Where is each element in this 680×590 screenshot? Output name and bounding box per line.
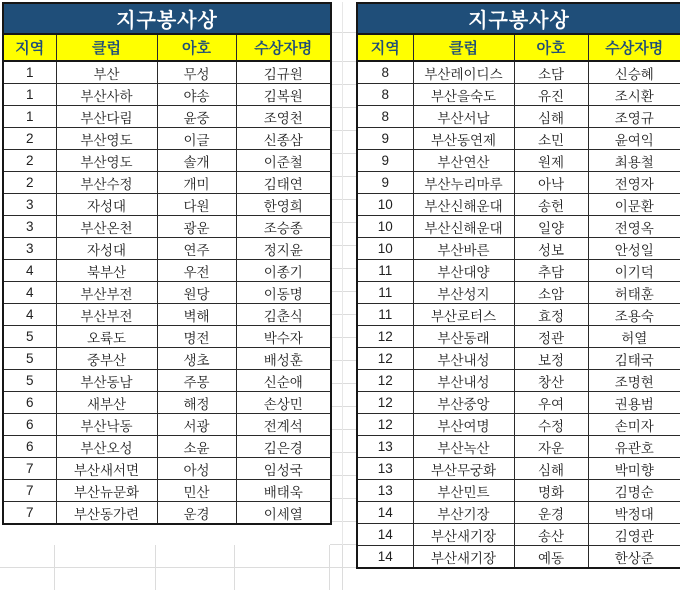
table-row xyxy=(357,238,680,260)
table-row xyxy=(357,260,680,282)
cell-penname[interactable]: 명화 xyxy=(514,480,588,502)
cell-region[interactable]: 2 xyxy=(3,150,56,172)
cell-region[interactable]: 3 xyxy=(3,216,56,238)
cell-winner[interactable]: 신종삼 xyxy=(236,128,331,150)
cell-penname[interactable]: 개미 xyxy=(157,172,236,194)
cell-penname[interactable]: 연주 xyxy=(157,238,236,260)
col-header-winner[interactable]: 수상자명 xyxy=(588,34,680,61)
cell-penname[interactable]: 아성 xyxy=(157,458,236,480)
cell-region[interactable]: 7 xyxy=(3,502,56,525)
table-row xyxy=(357,480,680,502)
col-header-winner[interactable]: 수상자명 xyxy=(236,34,331,61)
cell-winner[interactable]: 전영자 xyxy=(588,172,680,194)
table-row xyxy=(3,216,331,238)
cell-club[interactable]: 부산무궁화 xyxy=(413,458,514,480)
cell-club[interactable]: 부산새서면 xyxy=(56,458,157,480)
cell-penname[interactable]: 소암 xyxy=(514,282,588,304)
table-row xyxy=(3,260,331,282)
cell-winner[interactable]: 권용범 xyxy=(588,392,680,414)
cell-club[interactable]: 부산바른 xyxy=(413,238,514,260)
cell-region[interactable]: 4 xyxy=(3,260,56,282)
cell-penname[interactable]: 심해 xyxy=(514,106,588,128)
cell-club[interactable]: 부산대양 xyxy=(413,260,514,282)
cell-region[interactable]: 8 xyxy=(357,61,413,84)
cell-penname[interactable]: 창산 xyxy=(514,370,588,392)
table-title[interactable]: 지구봉사상 xyxy=(3,3,331,34)
cell-penname[interactable]: 수정 xyxy=(514,414,588,436)
col-header-penname[interactable]: 아호 xyxy=(514,34,588,61)
cell-penname[interactable]: 유진 xyxy=(514,84,588,106)
cell-winner[interactable]: 이동명 xyxy=(236,282,331,304)
cell-winner[interactable]: 박미향 xyxy=(588,458,680,480)
cell-region[interactable]: 9 xyxy=(357,172,413,194)
cell-club[interactable]: 부산내성 xyxy=(413,348,514,370)
table-row xyxy=(3,61,331,84)
cell-winner[interactable]: 조영규 xyxy=(588,106,680,128)
cell-club[interactable]: 부산을숙도 xyxy=(413,84,514,106)
cell-penname[interactable]: 심해 xyxy=(514,458,588,480)
cell-penname[interactable]: 벽해 xyxy=(157,304,236,326)
cell-club[interactable]: 부산수정 xyxy=(56,172,157,194)
cell-region[interactable]: 2 xyxy=(3,172,56,194)
cell-club[interactable]: 부산녹산 xyxy=(413,436,514,458)
cell-penname[interactable]: 소윤 xyxy=(157,436,236,458)
cell-winner[interactable]: 김태연 xyxy=(236,172,331,194)
cell-penname[interactable]: 보정 xyxy=(514,348,588,370)
table-row xyxy=(357,194,680,216)
cell-region[interactable]: 12 xyxy=(357,414,413,436)
cell-region[interactable]: 6 xyxy=(3,436,56,458)
cell-penname[interactable]: 명전 xyxy=(157,326,236,348)
cell-winner[interactable]: 유관호 xyxy=(588,436,680,458)
cell-winner[interactable]: 조용숙 xyxy=(588,304,680,326)
cell-penname[interactable]: 야송 xyxy=(157,84,236,106)
cell-club[interactable]: 부산새기장 xyxy=(413,524,514,546)
cell-region[interactable]: 6 xyxy=(3,414,56,436)
cell-penname[interactable]: 송헌 xyxy=(514,194,588,216)
table-row xyxy=(3,150,331,172)
table-row xyxy=(3,172,331,194)
cell-club[interactable]: 부산동연제 xyxy=(413,128,514,150)
table-row xyxy=(357,84,680,106)
cell-club[interactable]: 부산부전 xyxy=(56,282,157,304)
table-row xyxy=(357,458,680,480)
cell-club[interactable]: 부산오성 xyxy=(56,436,157,458)
cell-region[interactable]: 3 xyxy=(3,238,56,260)
cell-region[interactable]: 8 xyxy=(357,84,413,106)
cell-winner[interactable]: 허태훈 xyxy=(588,282,680,304)
cell-penname[interactable]: 민산 xyxy=(157,480,236,502)
cell-region[interactable]: 7 xyxy=(3,458,56,480)
cell-club[interactable]: 오륙도 xyxy=(56,326,157,348)
cell-region[interactable]: 13 xyxy=(357,458,413,480)
column-header-row xyxy=(3,34,331,61)
cell-penname[interactable]: 무성 xyxy=(157,61,236,84)
cell-region[interactable]: 11 xyxy=(357,304,413,326)
cell-winner[interactable]: 김영관 xyxy=(588,524,680,546)
cell-winner[interactable]: 조승종 xyxy=(236,216,331,238)
table-row xyxy=(3,304,331,326)
cell-region[interactable]: 12 xyxy=(357,326,413,348)
cell-winner[interactable]: 신순애 xyxy=(236,370,331,392)
cell-penname[interactable]: 소담 xyxy=(514,61,588,84)
cell-club[interactable]: 부산부전 xyxy=(56,304,157,326)
cell-winner[interactable]: 이기덕 xyxy=(588,260,680,282)
cell-region[interactable]: 13 xyxy=(357,480,413,502)
cell-penname[interactable]: 운경 xyxy=(514,502,588,524)
cell-region[interactable]: 11 xyxy=(357,282,413,304)
cell-region[interactable]: 14 xyxy=(357,546,413,569)
table-row xyxy=(3,238,331,260)
table-title-row xyxy=(357,3,680,34)
empty-cell-gridlines xyxy=(330,39,356,589)
cell-winner[interactable]: 김춘식 xyxy=(236,304,331,326)
cell-club[interactable]: 부산기장 xyxy=(413,502,514,524)
cell-club[interactable]: 부산동래 xyxy=(413,326,514,348)
table-row xyxy=(3,392,331,414)
cell-penname[interactable]: 운경 xyxy=(157,502,236,525)
table-row xyxy=(3,348,331,370)
cell-region[interactable]: 14 xyxy=(357,524,413,546)
cell-penname[interactable]: 송산 xyxy=(514,524,588,546)
cell-penname[interactable]: 솔개 xyxy=(157,150,236,172)
table-row xyxy=(357,150,680,172)
cell-penname[interactable]: 광운 xyxy=(157,216,236,238)
cell-region[interactable]: 12 xyxy=(357,370,413,392)
table-row xyxy=(357,172,680,194)
cell-penname[interactable]: 원당 xyxy=(157,282,236,304)
cell-club[interactable]: 부산성지 xyxy=(413,282,514,304)
cell-region[interactable]: 13 xyxy=(357,436,413,458)
cell-region[interactable]: 1 xyxy=(3,84,56,106)
cell-winner[interactable]: 박수자 xyxy=(236,326,331,348)
cell-region[interactable]: 10 xyxy=(357,238,413,260)
cell-penname[interactable]: 주몽 xyxy=(157,370,236,392)
cell-region[interactable]: 9 xyxy=(357,150,413,172)
cell-penname[interactable]: 일양 xyxy=(514,216,588,238)
cell-region[interactable]: 2 xyxy=(3,128,56,150)
cell-penname[interactable]: 정관 xyxy=(514,326,588,348)
empty-cell-gridlines xyxy=(342,2,343,590)
cell-club[interactable]: 북부산 xyxy=(56,260,157,282)
cell-region[interactable]: 5 xyxy=(3,370,56,392)
cell-winner[interactable]: 정지윤 xyxy=(236,238,331,260)
cell-club[interactable]: 부산뉴문화 xyxy=(56,480,157,502)
cell-club[interactable]: 부산동남 xyxy=(56,370,157,392)
cell-club[interactable]: 중부산 xyxy=(56,348,157,370)
cell-region[interactable]: 12 xyxy=(357,392,413,414)
cell-region[interactable]: 4 xyxy=(3,304,56,326)
table-row xyxy=(357,370,680,392)
cell-penname[interactable]: 원제 xyxy=(514,150,588,172)
cell-region[interactable]: 8 xyxy=(357,106,413,128)
table-row xyxy=(357,524,680,546)
cell-winner[interactable]: 배성훈 xyxy=(236,348,331,370)
cell-club[interactable]: 부산사하 xyxy=(56,84,157,106)
cell-region[interactable]: 5 xyxy=(3,348,56,370)
cell-winner[interactable]: 윤여익 xyxy=(588,128,680,150)
cell-club[interactable]: 부산다림 xyxy=(56,106,157,128)
cell-winner[interactable]: 임성국 xyxy=(236,458,331,480)
cell-region[interactable]: 11 xyxy=(357,260,413,282)
empty-cell-gridlines xyxy=(0,545,356,590)
col-header-club[interactable]: 클럽 xyxy=(413,34,514,61)
cell-region[interactable]: 10 xyxy=(357,194,413,216)
cell-winner[interactable]: 이세열 xyxy=(236,502,331,525)
cell-penname[interactable]: 해정 xyxy=(157,392,236,414)
table-body-right xyxy=(357,61,680,568)
table-row xyxy=(357,304,680,326)
table-row xyxy=(3,458,331,480)
cell-club[interactable]: 부산중앙 xyxy=(413,392,514,414)
cell-club[interactable]: 부산 xyxy=(56,61,157,84)
cell-winner[interactable]: 전영옥 xyxy=(588,216,680,238)
cell-winner[interactable]: 손상민 xyxy=(236,392,331,414)
cell-club[interactable]: 부산영도 xyxy=(56,150,157,172)
cell-penname[interactable]: 서광 xyxy=(157,414,236,436)
cell-winner[interactable]: 이종기 xyxy=(236,260,331,282)
cell-winner[interactable]: 김명순 xyxy=(588,480,680,502)
table-row xyxy=(357,326,680,348)
cell-club[interactable]: 부산민트 xyxy=(413,480,514,502)
cell-club[interactable]: 부산로터스 xyxy=(413,304,514,326)
table-row xyxy=(3,502,331,525)
table-row xyxy=(3,194,331,216)
table-row xyxy=(357,106,680,128)
cell-winner[interactable]: 손미자 xyxy=(588,414,680,436)
cell-club[interactable]: 부산동가련 xyxy=(56,502,157,525)
table-row xyxy=(357,216,680,238)
table-row xyxy=(357,282,680,304)
cell-winner[interactable]: 김은경 xyxy=(236,436,331,458)
cell-club[interactable]: 자성대 xyxy=(56,238,157,260)
table-title-row xyxy=(3,3,331,34)
table-row xyxy=(3,326,331,348)
cell-club[interactable]: 부산레이디스 xyxy=(413,61,514,84)
table-row xyxy=(3,436,331,458)
cell-club[interactable]: 부산낙동 xyxy=(56,414,157,436)
table-row xyxy=(357,502,680,524)
cell-winner[interactable]: 허열 xyxy=(588,326,680,348)
cell-region[interactable]: 12 xyxy=(357,348,413,370)
cell-winner[interactable]: 한영희 xyxy=(236,194,331,216)
cell-penname[interactable]: 추담 xyxy=(514,260,588,282)
cell-penname[interactable]: 다원 xyxy=(157,194,236,216)
cell-penname[interactable]: 윤중 xyxy=(157,106,236,128)
cell-club[interactable]: 부산내성 xyxy=(413,370,514,392)
cell-region[interactable]: 1 xyxy=(3,61,56,84)
column-header-row xyxy=(357,34,680,61)
cell-winner[interactable]: 박정대 xyxy=(588,502,680,524)
cell-club[interactable]: 자성대 xyxy=(56,194,157,216)
empty-cell-gridlines xyxy=(330,32,356,33)
cell-penname[interactable]: 자운 xyxy=(514,436,588,458)
table-row xyxy=(3,106,331,128)
cell-penname[interactable]: 이글 xyxy=(157,128,236,150)
cell-club[interactable]: 부산서남 xyxy=(413,106,514,128)
cell-penname[interactable]: 우여 xyxy=(514,392,588,414)
table-row xyxy=(3,370,331,392)
cell-winner[interactable]: 전계석 xyxy=(236,414,331,436)
table-row xyxy=(3,414,331,436)
cell-penname[interactable]: 효정 xyxy=(514,304,588,326)
table-row xyxy=(357,348,680,370)
cell-winner[interactable]: 신승혜 xyxy=(588,61,680,84)
cell-region[interactable]: 7 xyxy=(3,480,56,502)
cell-penname[interactable]: 우전 xyxy=(157,260,236,282)
cell-winner[interactable]: 이준철 xyxy=(236,150,331,172)
cell-club[interactable]: 부산새기장 xyxy=(413,546,514,569)
table-title[interactable]: 지구봉사상 xyxy=(357,3,680,34)
cell-winner[interactable]: 최용철 xyxy=(588,150,680,172)
cell-winner[interactable]: 조명현 xyxy=(588,370,680,392)
cell-club[interactable]: 부산누리마루 xyxy=(413,172,514,194)
cell-winner[interactable]: 안성일 xyxy=(588,238,680,260)
award-table-right xyxy=(356,2,680,569)
cell-penname[interactable]: 성보 xyxy=(514,238,588,260)
table-row xyxy=(357,414,680,436)
cell-region[interactable]: 3 xyxy=(3,194,56,216)
cell-penname[interactable]: 아낙 xyxy=(514,172,588,194)
cell-winner[interactable]: 조시환 xyxy=(588,84,680,106)
cell-region[interactable]: 5 xyxy=(3,326,56,348)
cell-region[interactable]: 10 xyxy=(357,216,413,238)
cell-winner[interactable]: 김태국 xyxy=(588,348,680,370)
table-row xyxy=(3,84,331,106)
table-row xyxy=(357,436,680,458)
cell-winner[interactable]: 이문환 xyxy=(588,194,680,216)
cell-region[interactable]: 1 xyxy=(3,106,56,128)
col-header-club[interactable]: 클럽 xyxy=(56,34,157,61)
cell-winner[interactable]: 배태욱 xyxy=(236,480,331,502)
table-row xyxy=(357,392,680,414)
cell-club[interactable]: 부산신해운대 xyxy=(413,216,514,238)
cell-winner[interactable]: 조영천 xyxy=(236,106,331,128)
table-row xyxy=(3,282,331,304)
col-header-penname[interactable]: 아호 xyxy=(157,34,236,61)
cell-winner[interactable]: 한상준 xyxy=(588,546,680,569)
award-table-left xyxy=(2,2,332,525)
cell-region[interactable]: 14 xyxy=(357,502,413,524)
table-row xyxy=(357,128,680,150)
table-body-left xyxy=(3,61,331,524)
cell-club[interactable]: 새부산 xyxy=(56,392,157,414)
table-row xyxy=(3,480,331,502)
cell-club[interactable]: 부산연산 xyxy=(413,150,514,172)
cell-region[interactable]: 4 xyxy=(3,282,56,304)
cell-club[interactable]: 부산여명 xyxy=(413,414,514,436)
table-row xyxy=(357,61,680,84)
cell-club[interactable]: 부산영도 xyxy=(56,128,157,150)
cell-region[interactable]: 6 xyxy=(3,392,56,414)
cell-region[interactable]: 9 xyxy=(357,128,413,150)
cell-penname[interactable]: 생초 xyxy=(157,348,236,370)
table-row xyxy=(357,546,680,569)
cell-penname[interactable]: 예동 xyxy=(514,546,588,569)
col-header-region[interactable]: 지역 xyxy=(357,34,413,61)
cell-club[interactable]: 부산신해운대 xyxy=(413,194,514,216)
cell-penname[interactable]: 소민 xyxy=(514,128,588,150)
cell-winner[interactable]: 김복원 xyxy=(236,84,331,106)
table-row xyxy=(3,128,331,150)
col-header-region[interactable]: 지역 xyxy=(3,34,56,61)
cell-club[interactable]: 부산온천 xyxy=(56,216,157,238)
cell-winner[interactable]: 김규원 xyxy=(236,61,331,84)
